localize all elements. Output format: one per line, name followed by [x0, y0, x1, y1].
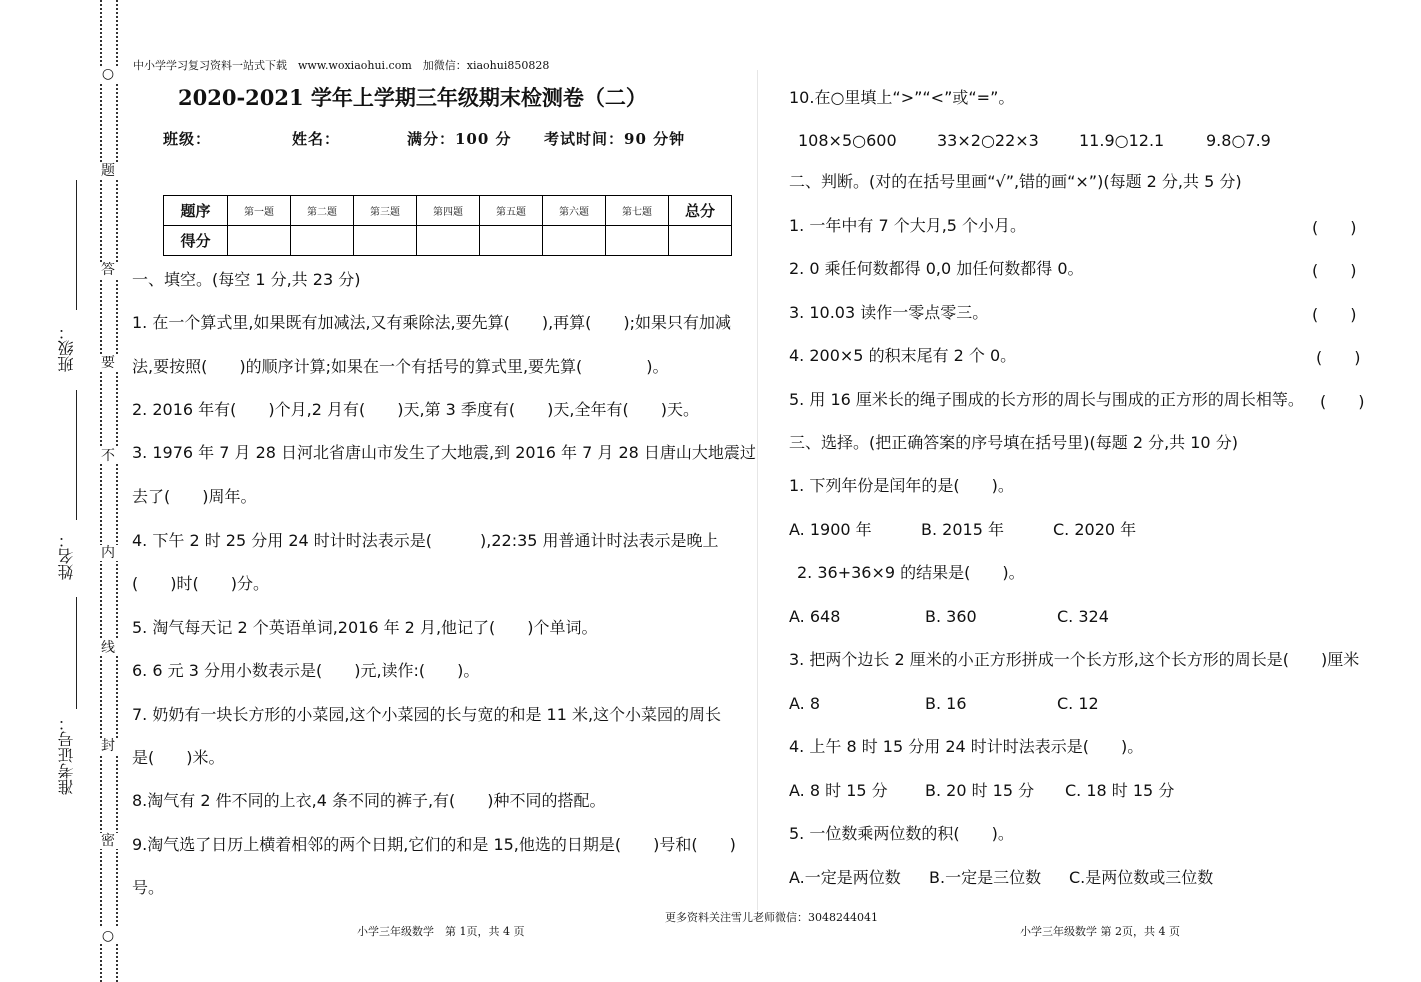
table-col-2: 第二题 [291, 196, 354, 226]
name-field-line [76, 390, 77, 520]
footer-page-right: 小学三年级数学 第 2页，共 4 页 [1020, 925, 1180, 938]
score-cell[interactable] [669, 226, 732, 256]
choice-option[interactable]: B. 360 [925, 607, 977, 626]
table-col-7: 第七题 [606, 196, 669, 226]
choice-option[interactable]: C. 2020 年 [1053, 520, 1137, 539]
judge-item: 1. 一年中有 7 个大月,5 个小月。 [789, 216, 1027, 235]
class-field-line [76, 180, 77, 310]
choice-option[interactable]: C.是两位数或三位数 [1069, 868, 1214, 887]
choice-question: 1. 下列年份是闰年的是( )。 [789, 476, 1014, 495]
seal-char: 封 [98, 738, 118, 754]
table-head-question: 题序 [164, 196, 228, 226]
answer-blank[interactable]: ( ) [1316, 348, 1361, 367]
name-field-label: 姓名： [57, 532, 76, 580]
choice-option[interactable]: B. 16 [925, 694, 967, 713]
score-cell[interactable] [543, 226, 606, 256]
judge-item: 5. 用 16 厘米长的绳子围成的长方形的周长与围成的正方形的周长相等。 [789, 390, 1304, 409]
question-line: 8.淘气有 2 件不同的上衣,4 条不同的裤子,有( )种不同的搭配。 [132, 791, 606, 810]
question-line: 4. 下午 2 时 25 分用 24 时计时法表示是( ),22:35 用普通计时法表示是晚上 [132, 531, 719, 550]
score-table-score-row [164, 226, 732, 256]
table-col-3: 第三题 [354, 196, 417, 226]
score-cell[interactable] [606, 226, 669, 256]
compare-item: 11.9○12.1 [1079, 131, 1165, 150]
name-label: 姓名： [292, 130, 341, 148]
choice-question: 2. 36+36×9 的结果是( )。 [797, 563, 1025, 582]
choice-option[interactable]: A. 8 时 15 分 [789, 781, 888, 800]
question-line: 法,要按照( )的顺序计算;如果在一个有括号的算式里,要先算( )。 [132, 357, 669, 376]
choice-option[interactable]: A. 8 [789, 694, 821, 713]
question-line: 7. 奶奶有一块长方形的小菜园,这个小菜园的长与宽的和是 11 米,这个小菜园的周长 [132, 705, 722, 724]
choice-option[interactable]: B.一定是三位数 [929, 868, 1042, 887]
table-col-4: 第四题 [417, 196, 480, 226]
table-head-score: 得分 [164, 226, 228, 256]
seal-char: ○ [98, 928, 118, 944]
seal-char: 内 [98, 545, 118, 561]
id-field-label: 准考证号： [57, 715, 76, 795]
section-fill-blank-heading: 一、填空。(每空 1 分,共 23 分) [132, 270, 361, 289]
seal-char: 答 [98, 262, 118, 278]
choice-option[interactable]: C. 18 时 15 分 [1065, 781, 1175, 800]
seal-char: ○ [98, 66, 118, 82]
id-field-line [76, 597, 77, 709]
question-line: 1. 在一个算式里,如果既有加减法,又有乘除法,要先算( ),再算( );如果只有加减 [132, 313, 732, 332]
table-col-total: 总分 [669, 196, 732, 226]
score-cell[interactable] [480, 226, 543, 256]
page-title: 2020-2021 学年上学期三年级期末检测卷（二） [178, 85, 647, 110]
question-line: 去了( )周年。 [132, 487, 257, 506]
question-10: 10.在○里填上“>”“<”或“=”。 [789, 88, 1015, 107]
class-field-label: 班级： [57, 324, 76, 372]
question-line: 2. 2016 年有( )个月,2 月有( )天,第 3 季度有( )天,全年有( )天。 [132, 400, 699, 419]
question-line: ( )时( )分。 [132, 574, 269, 593]
seal-char: 要 [98, 355, 118, 371]
score-table [163, 195, 732, 256]
header-note: 中小学学习复习资料一站式下载 www.woxiaohui.com 加微信：xiaohui850828 [133, 59, 550, 72]
question-line: 6. 6 元 3 分用小数表示是( )元,读作:( )。 [132, 661, 480, 680]
answer-blank[interactable]: ( ) [1320, 392, 1365, 411]
choice-option[interactable]: A. 648 [789, 607, 841, 626]
full-score-label: 满分：100 分 [407, 130, 512, 148]
question-line: 是( )米。 [132, 748, 225, 767]
choice-option[interactable]: B. 20 时 15 分 [925, 781, 1035, 800]
exam-time-label: 考试时间：90 分钟 [544, 130, 686, 148]
answer-blank[interactable]: ( ) [1312, 261, 1357, 280]
judge-item: 4. 200×5 的积末尾有 2 个 0。 [789, 346, 1017, 365]
question-line: 9.淘气选了日历上横着相邻的两个日期,它们的和是 15,他选的日期是( )号和( ) [132, 835, 736, 854]
section-choice-heading: 三、选择。(把正确答案的序号填在括号里)(每题 2 分,共 10 分) [789, 433, 1238, 452]
question-line: 5. 淘气每天记 2 个英语单词,2016 年 2 月,他记了( )个单词。 [132, 618, 598, 637]
judge-item: 2. 0 乘任何数都得 0,0 加任何数都得 0。 [789, 259, 1084, 278]
section-judge-heading: 二、判断。(对的在括号里画“√”,错的画“×”)(每题 2 分,共 5 分) [789, 172, 1242, 191]
compare-item: 33×2○22×3 [937, 131, 1039, 150]
judge-item: 3. 10.03 读作一零点零三。 [789, 303, 989, 322]
class-label: 班级： [163, 130, 212, 148]
seal-char: 密 [98, 833, 118, 849]
table-col-1: 第一题 [228, 196, 291, 226]
question-line: 3. 1976 年 7 月 28 日河北省唐山市发生了大地震,到 2016 年 7 月 28 日唐山大地震过 [132, 443, 756, 462]
seal-char: 不 [98, 448, 118, 464]
compare-item: 108×5○600 [798, 131, 897, 150]
answer-blank[interactable]: ( ) [1312, 218, 1357, 237]
footer-note: 更多资料关注雪儿老师微信：3048244041 [665, 911, 878, 924]
seal-char: 线 [98, 640, 118, 656]
answer-blank[interactable]: ( ) [1312, 305, 1357, 324]
choice-question: 3. 把两个边长 2 厘米的小正方形拼成一个长方形,这个长方形的周长是( )厘米 [789, 650, 1360, 669]
table-col-5: 第五题 [480, 196, 543, 226]
choice-option[interactable]: A.一定是两位数 [789, 868, 901, 887]
compare-item: 9.8○7.9 [1206, 131, 1271, 150]
choice-option[interactable]: C. 12 [1057, 694, 1099, 713]
table-col-6: 第六题 [543, 196, 606, 226]
choice-question: 5. 一位数乘两位数的积( )。 [789, 824, 1014, 843]
choice-option[interactable]: A. 1900 年 [789, 520, 872, 539]
choice-option[interactable]: B. 2015 年 [921, 520, 1004, 539]
footer-page-left: 小学三年级数学 第 1页，共 4 页 [357, 925, 525, 938]
seal-char: 题 [98, 163, 118, 179]
score-cell[interactable] [417, 226, 480, 256]
score-cell[interactable] [354, 226, 417, 256]
choice-question: 4. 上午 8 时 15 分用 24 时计时法表示是( )。 [789, 737, 1144, 756]
question-line: 号。 [132, 878, 165, 897]
score-cell[interactable] [291, 226, 354, 256]
score-cell[interactable] [228, 226, 291, 256]
choice-option[interactable]: C. 324 [1057, 607, 1109, 626]
score-table-header-row [164, 196, 732, 226]
column-divider [757, 70, 758, 910]
